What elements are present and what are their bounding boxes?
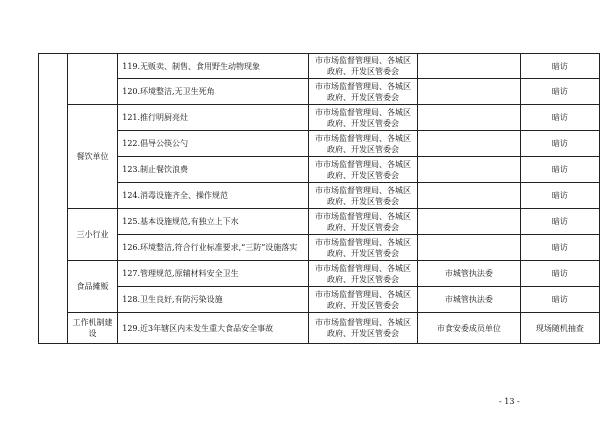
dept-cell: 市市场监督管理局、各城区政府、开发区管委会: [309, 235, 418, 261]
dept-cell: 市市场监督管理局、各城区政府、开发区管委会: [309, 131, 418, 157]
item-cell: 127.管理规范,原辅材料安全卫生: [118, 261, 309, 287]
method-cell: 暗访: [520, 105, 599, 131]
coop-cell: [417, 131, 520, 157]
table-row: [39, 287, 600, 313]
item-cell: 122.倡导公筷公勺: [118, 131, 309, 157]
table-row: [39, 261, 600, 287]
item-cell: 124.消毒设施齐全、操作规范: [118, 183, 309, 209]
inspection-table: [38, 53, 600, 344]
method-cell: 暗访: [520, 235, 599, 261]
table-row: [39, 235, 600, 261]
dept-cell: 市市场监督管理局、各城区政府、开发区管委会: [309, 105, 418, 131]
coop-cell: 市城管执法委: [417, 261, 520, 287]
table-row: [39, 209, 600, 235]
item-cell: 128.卫生良好,有防污染设施: [118, 287, 309, 313]
outer-category-cell: [39, 54, 68, 344]
table-row: [39, 131, 600, 157]
item-cell: 123.制止餐饮浪费: [118, 157, 309, 183]
table-row: [39, 157, 600, 183]
method-cell: 暗访: [520, 183, 599, 209]
dept-cell: 市市场监督管理局、各城区政府、开发区管委会: [309, 79, 418, 105]
coop-cell: [417, 54, 520, 79]
category-work-mechanism: 工作机制建设: [67, 313, 118, 344]
category-catering: 餐饮单位: [67, 105, 118, 209]
method-cell: 暗访: [520, 131, 599, 157]
method-cell: 暗访: [520, 79, 599, 105]
category-three-small: 三小行业: [67, 209, 118, 261]
dept-cell: 市市场监督管理局、各城区政府、开发区管委会: [309, 287, 418, 313]
coop-cell: 市食安委成员单位: [417, 313, 520, 344]
method-cell: 现场随机抽查: [520, 313, 599, 344]
dept-cell: 市市场监督管理局、各城区政府、开发区管委会: [309, 261, 418, 287]
dept-cell: 市市场监督管理局、各城区政府、开发区管委会: [309, 183, 418, 209]
dept-cell: 市市场监督管理局、各城区政府、开发区管委会: [309, 157, 418, 183]
item-cell: 121.推行明厨亮灶: [118, 105, 309, 131]
dept-cell: 市市场监督管理局、各城区政府、开发区管委会: [309, 54, 418, 79]
method-cell: 暗访: [520, 209, 599, 235]
table-row: [39, 79, 600, 105]
dept-cell: 市市场监督管理局、各城区政府、开发区管委会: [309, 209, 418, 235]
dept-cell: 市市场监督管理局、各城区政府、开发区管委会: [309, 313, 418, 344]
item-cell: 126.环境整洁,符合行业标准要求,“三防”设施落实: [118, 235, 309, 261]
item-cell: 120.环境整洁,无卫生死角: [118, 79, 309, 105]
coop-cell: [417, 157, 520, 183]
coop-cell: 市城管执法委: [417, 287, 520, 313]
table-row: [39, 183, 600, 209]
table-row: [39, 105, 600, 131]
category-cell-empty: [67, 54, 118, 105]
item-cell: 119.无贩卖、制售、食用野生动物现象: [118, 54, 309, 79]
method-cell: 暗访: [520, 287, 599, 313]
coop-cell: [417, 105, 520, 131]
method-cell: 暗访: [520, 54, 599, 79]
coop-cell: [417, 235, 520, 261]
method-cell: 暗访: [520, 157, 599, 183]
table-row: [39, 313, 600, 344]
coop-cell: [417, 183, 520, 209]
item-cell: 125.基本设施规范,有独立上下水: [118, 209, 309, 235]
item-cell: 129.近3年辖区内未发生重大食品安全事故: [118, 313, 309, 344]
page-number: - 13 -: [499, 397, 520, 406]
coop-cell: [417, 79, 520, 105]
category-food-stalls: 食品摊贩: [67, 261, 118, 313]
coop-cell: [417, 209, 520, 235]
table-row: [39, 54, 600, 79]
method-cell: 暗访: [520, 261, 599, 287]
